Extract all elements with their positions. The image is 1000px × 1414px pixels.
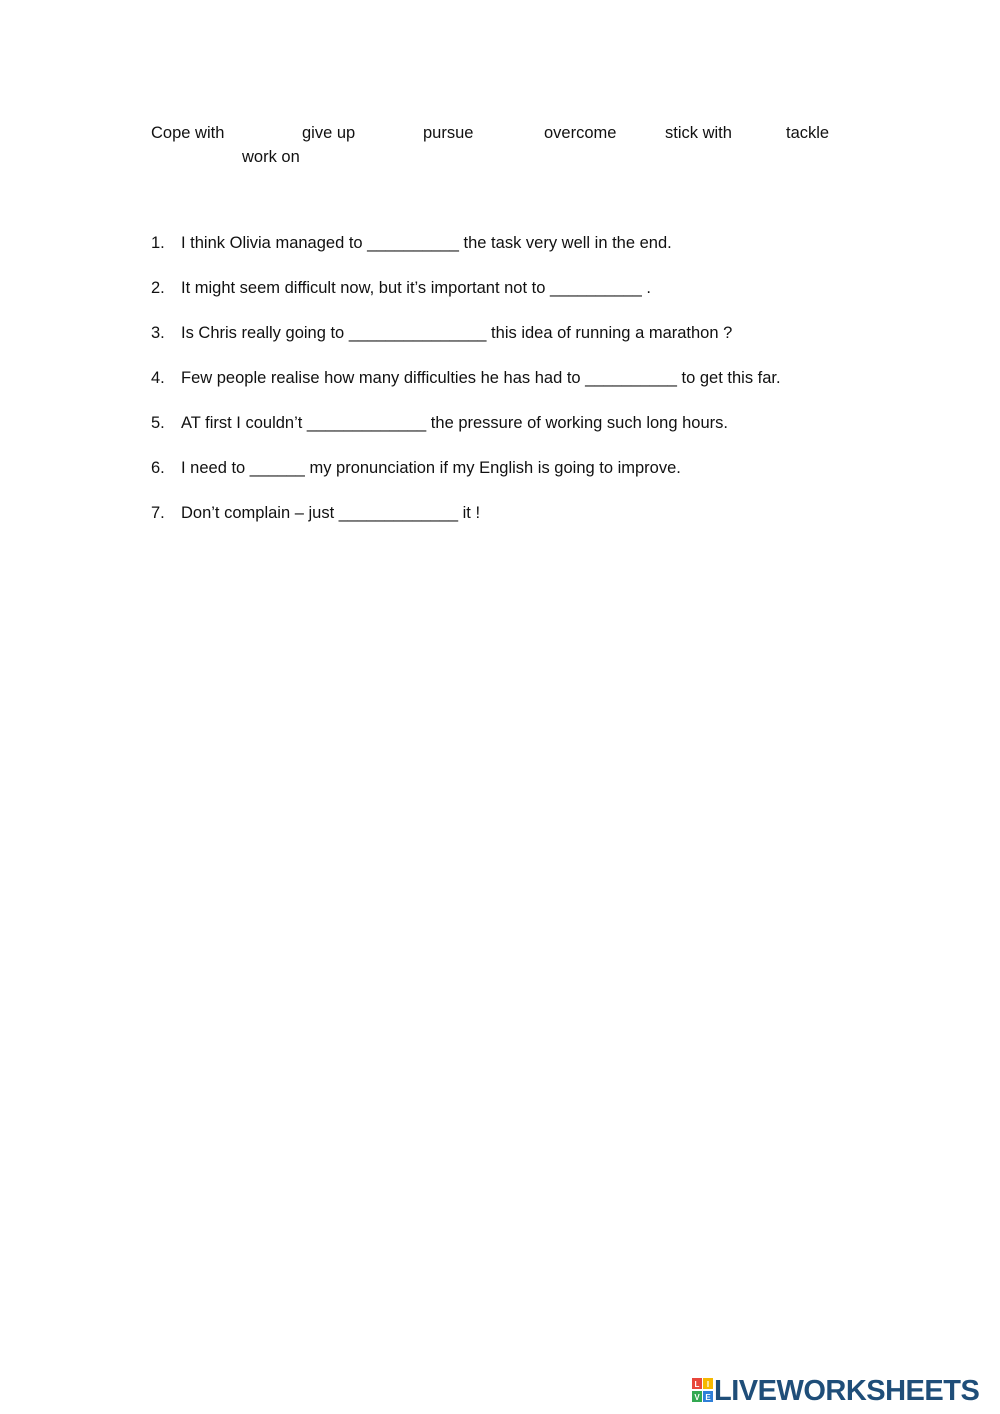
question-number: 4. bbox=[151, 369, 165, 387]
word-bank-item: work on bbox=[242, 148, 300, 166]
svg-text:I: I bbox=[706, 1380, 710, 1389]
question-number: 2. bbox=[151, 279, 165, 297]
question-text: I need to ______ my pronunciation if my English is going to improve. bbox=[181, 459, 681, 477]
question-text: Don’t complain – just _____________ it ! bbox=[181, 504, 481, 522]
word-bank-item: pursue bbox=[423, 124, 474, 142]
question-item bbox=[151, 323, 911, 368]
question-number: 1. bbox=[151, 234, 165, 252]
question-item bbox=[151, 368, 911, 413]
question-number: 3. bbox=[151, 324, 165, 342]
word-bank bbox=[0, 0, 1000, 180]
question-number: 6. bbox=[151, 459, 165, 477]
question-text: Is Chris really going to _______________ this idea of running a marathon ? bbox=[181, 324, 733, 342]
liveworksheets-logo[interactable] bbox=[692, 1374, 992, 1408]
question-text: I think Olivia managed to __________ the task very well in the end. bbox=[181, 234, 672, 252]
svg-text:E: E bbox=[705, 1393, 711, 1402]
word-bank-item: give up bbox=[302, 124, 356, 142]
word-bank-item: stick with bbox=[665, 124, 732, 142]
logo-text: LIVEWORKSHEETS bbox=[714, 1375, 980, 1407]
question-number: 5. bbox=[151, 414, 165, 432]
question-list bbox=[151, 233, 911, 548]
question-item bbox=[151, 413, 911, 458]
svg-text:V: V bbox=[694, 1393, 700, 1402]
question-text: Few people realise how many difficulties he has had to __________ to get this far. bbox=[181, 369, 781, 387]
svg-text:L: L bbox=[694, 1380, 700, 1389]
word-bank-item: Cope with bbox=[151, 124, 225, 142]
question-item bbox=[151, 278, 911, 323]
question-text: It might seem difficult now, but it’s important not to __________ . bbox=[181, 279, 651, 297]
question-item bbox=[151, 458, 911, 503]
question-item bbox=[151, 233, 911, 278]
question-number: 7. bbox=[151, 504, 165, 522]
question-text: AT first I couldn’t _____________ the pressure of working such long hours. bbox=[181, 414, 728, 432]
logo-mark-icon bbox=[692, 1378, 716, 1404]
word-bank-item: overcome bbox=[544, 124, 617, 142]
word-bank-item: tackle bbox=[786, 124, 830, 142]
question-item bbox=[151, 503, 911, 548]
